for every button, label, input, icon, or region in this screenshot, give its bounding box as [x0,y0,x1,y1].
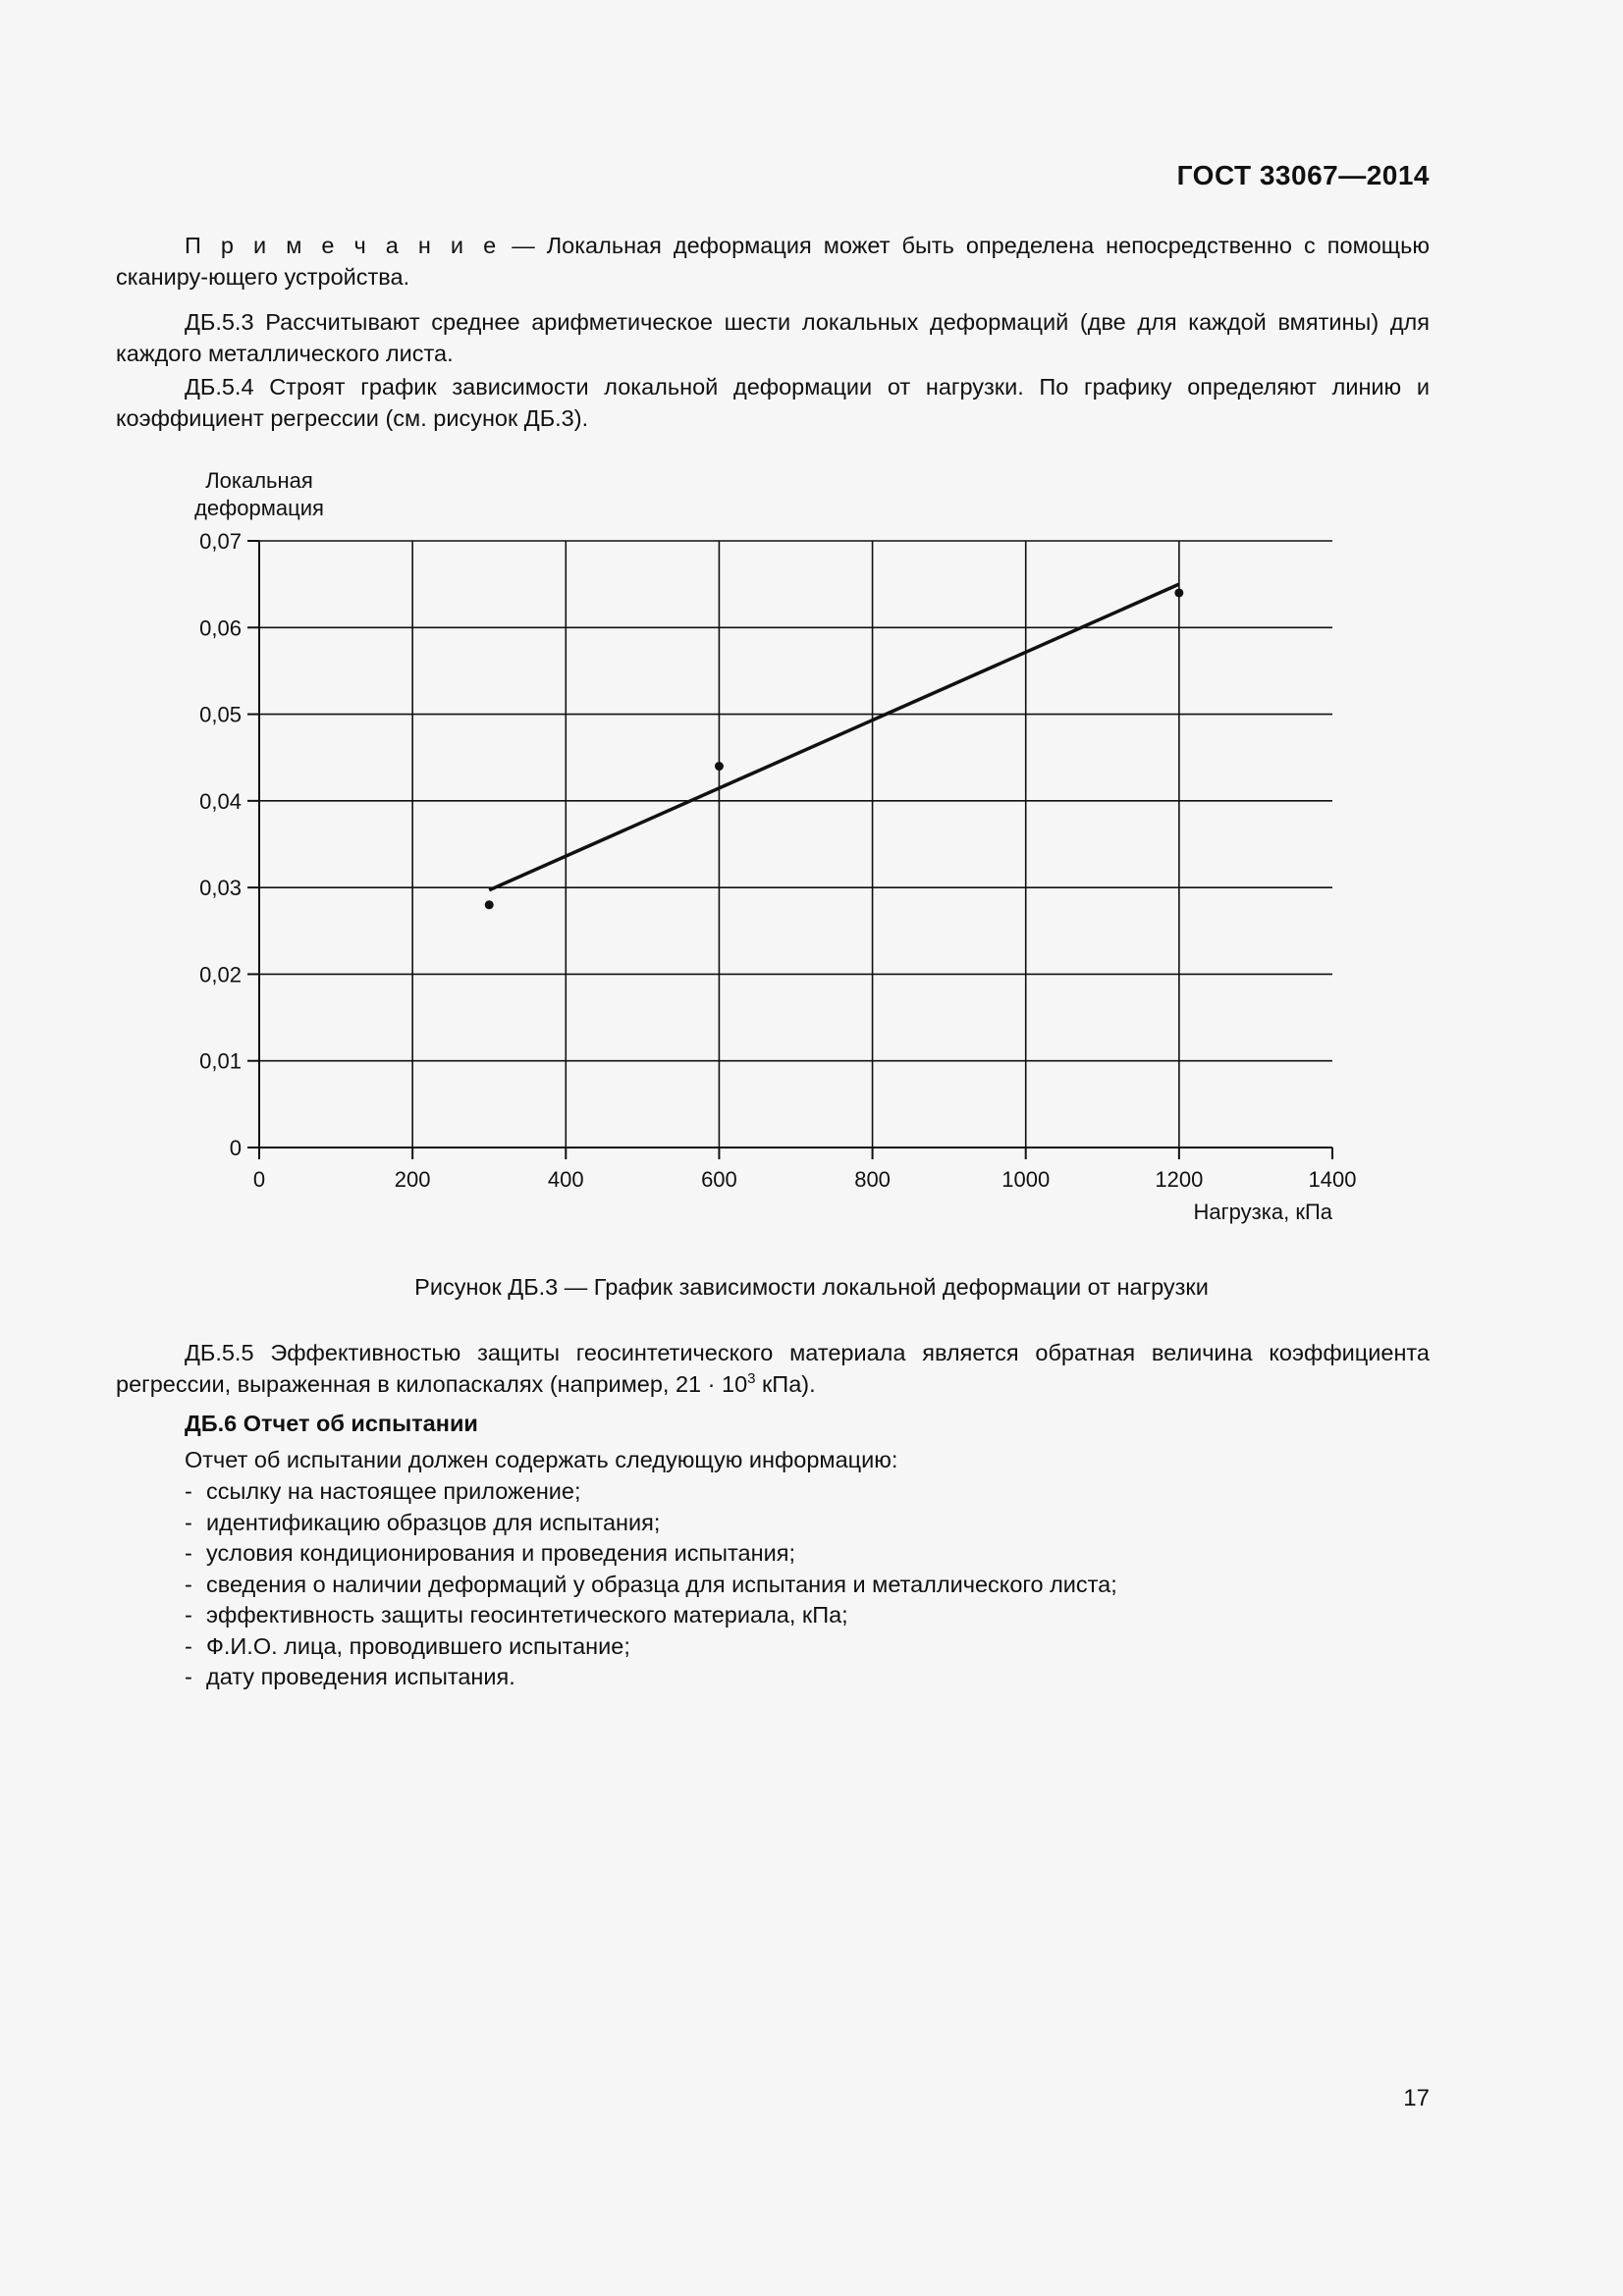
list-item-text: ссылку на настоящее приложение; [206,1478,581,1504]
x-tick-label: 400 [547,1167,584,1192]
x-tick-label: 1000 [1001,1167,1051,1192]
y-tick-label: 0,04 [199,788,242,814]
y-tick-label: 0,05 [199,702,242,727]
list-item-text: дату проведения испытания. [206,1664,515,1689]
list-item-text: эффективность защиты геосинтетического материала, кПа; [206,1602,848,1628]
section-intro: Отчет об испытании должен содержать следующую информацию: [185,1447,898,1472]
y-tick-label: 0,07 [199,529,242,554]
list-item [185,1600,1117,1631]
paragraph-db-5-3: ДБ.5.3 Рассчитывают среднее арифметическое шести локальных деформаций (две для каждой вмятины) для каждого металлического листа. [116,309,1430,366]
list-item [185,1662,1117,1693]
document-id: ГОСТ 33067—2014 [1176,160,1430,190]
y-axis-label-line1: Локальная [205,468,313,493]
list-item [185,1570,1117,1601]
list-item [185,1476,1117,1508]
report-items-list [185,1476,1117,1693]
list-bullet: - [185,1571,192,1597]
list-item-text: сведения о наличии деформаций у образца для испытания и металлического листа; [206,1571,1117,1597]
note-label: П р и м е ч а н и е [185,233,501,258]
list-item-text: Ф.И.О. лица, проводившего испытание; [206,1632,630,1659]
page-number: 17 [1403,2085,1430,2111]
x-tick-label: 200 [394,1167,431,1192]
paragraph-db-5-4: ДБ.5.4 Строят график зависимости локальной деформации от нагрузки. По графику определяют линию и коэффициент регрессии (см. рисунок ДБ.3). [116,374,1430,431]
paragraph-db-5-5-text: ДБ.5.5 Эффективностью защиты геосинтетического материала является обратная величина коэффициента регрессии, выраженная в килопаскалях (например, 21 · 10 [116,1340,1430,1397]
list-item [185,1508,1117,1539]
data-point [1174,588,1183,597]
list-item [185,1631,1117,1663]
list-bullet: - [185,1602,192,1628]
paragraph-db-5-5-unit: кПа). [755,1371,816,1397]
y-tick-label: 0 [229,1136,242,1160]
data-point [715,762,724,771]
data-point [485,900,494,909]
list-item-text: идентификацию образцов для испытания; [206,1509,661,1535]
list-bullet: - [185,1664,192,1689]
x-tick-label: 600 [701,1167,737,1192]
list-bullet: - [185,1509,192,1535]
x-tick-label: 1200 [1155,1167,1204,1192]
note-text: — Локальная деформация может быть определена непосредственно с помощью сканиру-ющего устройства. [116,233,1430,290]
paragraph-db-5-5 [116,1337,1430,1400]
x-axis-label: Нагрузка, кПа [1193,1200,1332,1224]
y-tick-label: 0,02 [199,962,242,988]
x-tick-label: 1400 [1308,1167,1357,1192]
x-tick-label: 0 [252,1167,266,1192]
figure-caption: Рисунок ДБ.3 — График зависимости локальной деформации от нагрузки [414,1274,1209,1300]
regression-line [489,584,1179,890]
list-bullet: - [185,1632,192,1659]
exponent: 3 [747,1370,756,1388]
list-item [185,1538,1117,1570]
section-heading: ДБ.6 Отчет об испытании [185,1411,478,1436]
list-item-text: условия кондиционирования и проведения испытания; [206,1540,795,1566]
y-tick-label: 0,06 [199,615,242,641]
list-bullet: - [185,1540,192,1566]
y-axis-label-line2: деформация [194,496,324,520]
x-tick-label: 800 [854,1167,891,1192]
list-bullet: - [185,1478,192,1504]
y-tick-label: 0,01 [199,1048,242,1074]
y-tick-label: 0,03 [199,876,242,901]
